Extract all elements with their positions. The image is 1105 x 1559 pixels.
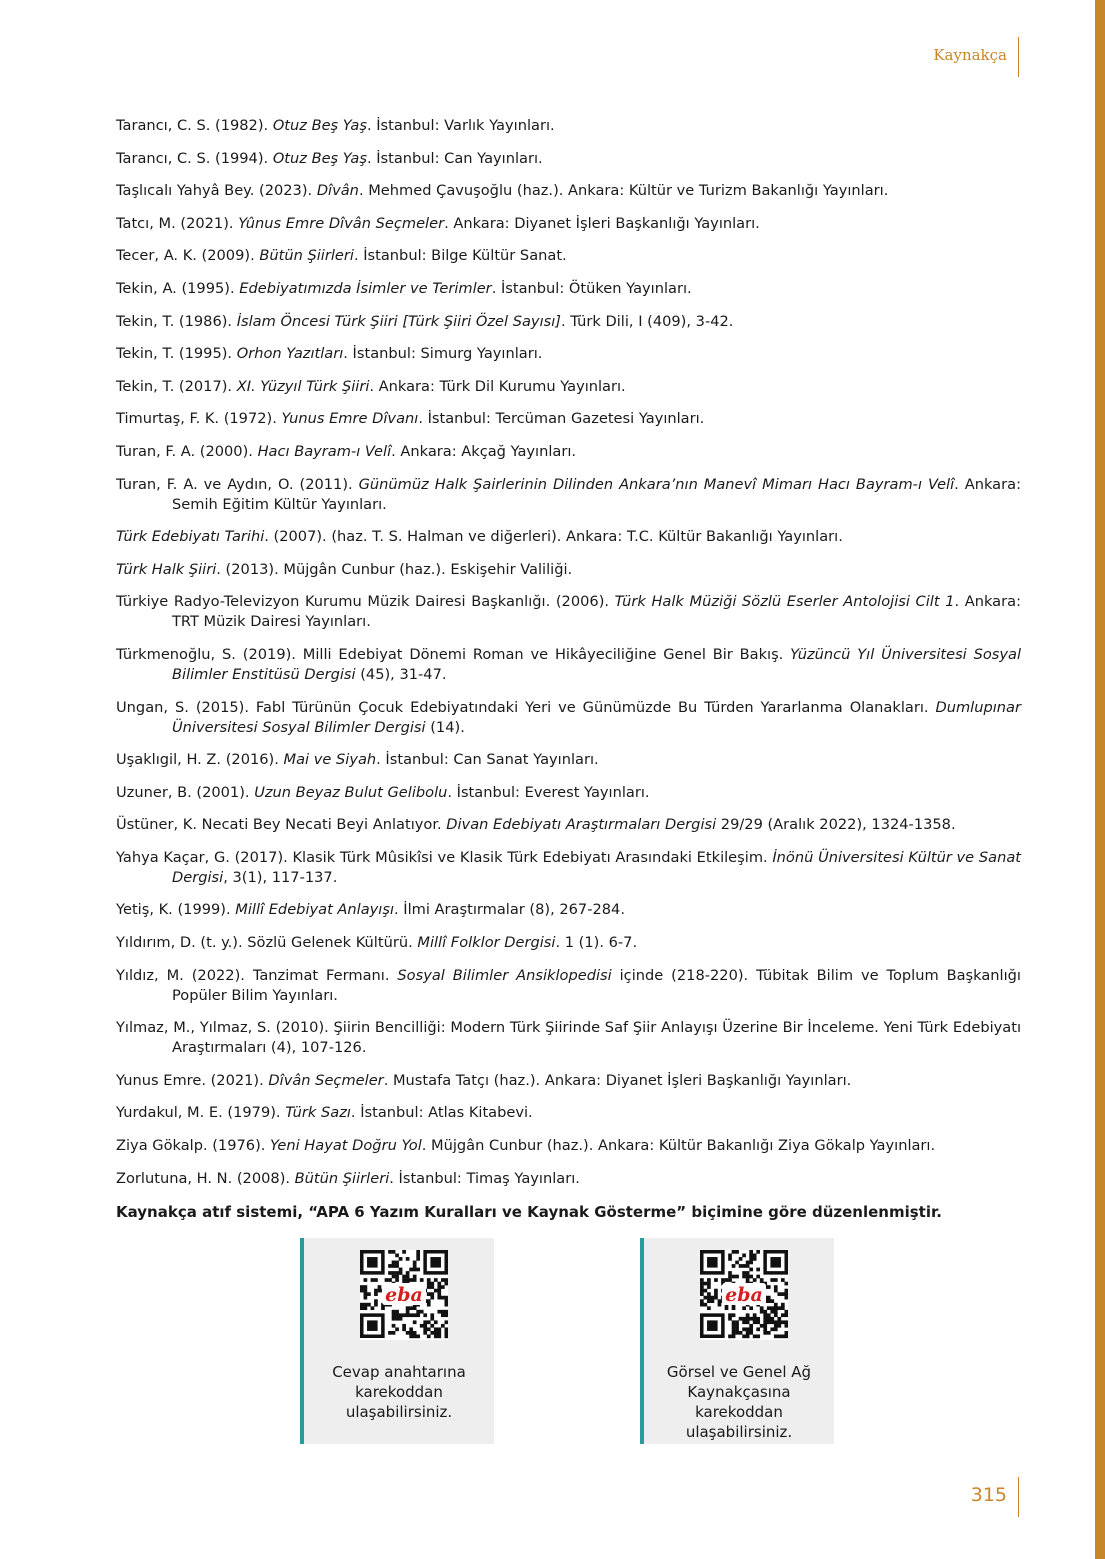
reference-text: (14). [425,718,465,736]
reference-text: . İstanbul: Varlık Yayınları. [366,117,555,134]
reference-entry [116,409,1021,429]
reference-title: İnönü Üniversitesi Kültür ve Sanat Dergisi [172,848,1021,886]
reference-text: . İlmi Araştırmalar (8), 267-284. [394,901,625,919]
reference-text: . Mustafa Tatçı (haz.). Ankara: Diyanet İşleri Başkanlığı Yayınları. [383,1071,852,1089]
reference-title: Orhon Yazıtları [236,345,344,363]
reference-entry [116,1018,1021,1058]
reference-text: Turan, F. A. ve Aydın, O. (2011). [116,475,359,493]
reference-text: . İstanbul: Atlas Kitabevi. [350,1104,533,1122]
page-number: 315 [970,1484,1007,1506]
qr-box-sources [640,1238,834,1444]
reference-text: Tekin, T. (1995). [116,345,237,363]
reference-text: . Ankara: Diyanet İşleri Başkanlığı Yayınları. [444,214,760,232]
reference-title: Bütün Şiirleri [294,1169,390,1187]
reference-text: . İstanbul: Timaş Yayınları. [389,1169,580,1187]
reference-title: Yûnus Emre Dîvân Seçmeler [238,214,445,232]
reference-text: Tatcı, M. (2021). [116,214,239,232]
reference-text: Ziya Gökalp. (1976). [116,1137,271,1155]
reference-text: Yahya Kaçar, G. (2017). Klasik Türk Mûsikîsi ve Klasik Türk Edebiyatı Arasındaki Etkileşim. [116,848,773,866]
reference-text: . Ankara: Semih Eğitim Kültür Yayınları. [172,475,1021,513]
reference-entry [116,279,1021,299]
reference-title: Millî Folklor Dergisi [417,934,556,952]
citation-note: Kaynakça atıf sistemi, “APA 6 Yazım Kuralları ve Kaynak Gösterme” biçimine göre düzenlenmiştir. [116,1203,942,1221]
reference-entry [116,815,1021,835]
reference-text: Üstüner, K. Necati Bey Necati Beyi Anlatıyor. [116,816,447,834]
reference-text: . Mehmed Çavuşoğlu (haz.). Ankara: Kültür ve Turizm Bakanlığı Yayınları. [358,182,889,200]
reference-entry [116,900,1021,920]
reference-entry [116,312,1021,332]
reference-text: (45), 31-47. [355,665,447,683]
reference-text: . 1 (1). 6-7. [555,934,638,952]
reference-text: Türkiye Radyo-Televizyon Kurumu Müzik Dairesi Başkanlığı. (2006). [116,593,615,611]
reference-text: , 3(1), 117-137. [223,868,338,886]
reference-entry [116,1103,1021,1123]
reference-entry [116,933,1021,953]
reference-text: Tecer, A. K. (2009). [116,247,260,265]
reference-title: Yeni Hayat Doğru Yol [270,1137,422,1155]
reference-title: Divan Edebiyatı Araştırmaları Dergisi [446,816,717,834]
reference-entry [116,592,1021,632]
reference-text: Taşlıcalı Yahyâ Bey. (2023). [116,182,317,200]
reference-title: Otuz Beş Yaş [272,117,367,134]
reference-entry [116,116,1021,136]
reference-text: Yılmaz, M., Yılmaz, S. (2010). Şiirin Bencilliği: Modern Türk Şiirinde Saf Şiir Anlayışı Üzerine Bir İnceleme. Yeni Türk Edebiyatı Araştırmaları (4), 107-126. [116,1019,1021,1057]
header-divider [1018,37,1019,77]
reference-text: içinde (218-220). Tübitak Bilim ve Toplum Başkanlığı Popüler Bilim Yayınları. [172,966,1021,1004]
reference-entry [116,560,1021,580]
reference-title: Günümüz Halk Şairlerinin Dilinden Ankara’nın Manevî Mimarı Hacı Bayram-ı Velî [358,475,955,493]
reference-entry [116,966,1021,1006]
reference-text: . İstanbul: Ötüken Yayınları. [491,279,692,297]
reference-entry [116,698,1021,738]
reference-text: . Ankara: Türk Dil Kurumu Yayınları. [369,377,626,395]
reference-entry [116,149,1021,169]
reference-title: Yunus Emre Dîvanı [281,410,419,428]
reference-text: . Ankara: Akçağ Yayınları. [391,442,577,460]
reference-text: Tarancı, C. S. (1994). [116,149,273,167]
reference-entry [116,475,1021,515]
reference-title: Dîvân Seçmeler [268,1071,384,1089]
reference-title: Bütün Şiirleri [259,247,354,265]
reference-title: XI. Yüzyıl Türk Şiiri [236,377,370,395]
reference-list [116,116,1021,1201]
eba-logo: eba [725,1284,763,1306]
reference-text: . İstanbul: Simurg Yayınları. [343,345,543,363]
reference-title: Mai ve Siyah [283,751,377,769]
reference-text: Zorlutuna, H. N. (2008). [116,1169,295,1187]
footer-divider [1018,1477,1019,1517]
reference-entry [116,1169,1021,1189]
reference-text: Tarancı, C. S. (1982). [116,117,273,134]
reference-text: Yıldız, M. (2022). Tanzimat Fermanı. [116,966,398,984]
reference-title: Otuz Beş Yaş [272,149,367,167]
reference-entry [116,344,1021,364]
page-edge-bar [1095,0,1105,1559]
reference-text: . İstanbul: Bilge Kültür Sanat. [353,247,567,265]
reference-text: Türkmenoğlu, S. (2019). Milli Edebiyat Dönemi Roman ve Hikâyeciliğine Genel Bir Bakış. [116,645,791,663]
reference-text: Uşaklıgil, H. Z. (2016). [116,751,284,769]
reference-title: Türk Halk Şiiri [116,560,217,578]
reference-text: Tekin, A. (1995). [116,279,240,297]
reference-entry [116,645,1021,685]
running-header: Kaynakça [933,46,1007,64]
reference-title: Millî Edebiyat Anlayışı [235,901,395,919]
reference-entry [116,214,1021,234]
reference-text: Yıldırım, D. (t. y.). Sözlü Gelenek Kültürü. [116,934,418,952]
reference-entry [116,246,1021,266]
reference-text: Yetiş, K. (1999). [116,901,236,919]
reference-text: Timurtaş, F. K. (1972). [116,410,282,428]
reference-title: İslam Öncesi Türk Şiiri [Türk Şiiri Özel Sayısı] [236,312,561,330]
reference-text: Tekin, T. (2017). [116,377,237,395]
reference-text: Uzuner, B. (2001). [116,783,255,801]
reference-entry [116,1071,1021,1091]
reference-entry [116,783,1021,803]
reference-text: . Ankara: TRT Müzik Dairesi Yayınları. [172,593,1021,631]
reference-entry [116,848,1021,888]
reference-entry [116,377,1021,397]
reference-title: Türk Sazı [285,1104,351,1122]
reference-title: Hacı Bayram-ı Velî [257,442,392,460]
reference-entry [116,181,1021,201]
reference-text: Yunus Emre. (2021). [116,1071,269,1089]
reference-text: 29/29 (Aralık 2022), 1324-1358. [716,816,956,834]
reference-title: Uzun Beyaz Bulut Gelibolu [254,783,448,801]
qr-caption: Görsel ve Genel Ağ Kaynakçasına karekoddan ulaşabilirsiniz. [666,1363,812,1441]
reference-title: Sosyal Bilimler Ansiklopedisi [397,966,612,984]
reference-text: Turan, F. A. (2000). [116,442,258,460]
reference-text: . Türk Dili, I (409), 3-42. [560,312,734,330]
qr-code-icon[interactable] [360,1250,448,1340]
reference-text: Tekin, T. (1986). [116,312,237,330]
reference-text: . Müjgân Cunbur (haz.). Ankara: Kültür Bakanlığı Ziya Gökalp Yayınları. [421,1137,936,1155]
reference-text: . İstanbul: Tercüman Gazetesi Yayınları. [418,410,705,428]
reference-text: . (2013). Müjgân Cunbur (haz.). Eskişehir Valiliği. [216,560,573,578]
reference-text: Yurdakul, M. E. (1979). [116,1104,286,1122]
qr-caption: Cevap anahtarına karekoddan ulaşabilirsiniz. [332,1363,466,1421]
reference-entry [116,750,1021,770]
reference-title: Dîvân [316,182,359,200]
reference-text: . İstanbul: Can Sanat Yayınları. [376,751,599,769]
reference-text: . (2007). (haz. T. S. Halman ve diğerleri). Ankara: T.C. Kültür Bakanlığı Yayınları. [264,528,843,546]
reference-title: Türk Edebiyatı Tarihi [116,528,265,546]
reference-text: Ungan, S. (2015). Fabl Türünün Çocuk Edebiyatındaki Yeri ve Günümüzde Bu Türden Yararlanma Olanakları. [116,698,936,716]
qr-code-icon[interactable] [700,1250,788,1340]
reference-entry [116,442,1021,462]
reference-title: Yüzüncü Yıl Üniversitesi Sosyal Bilimler Enstitüsü Dergisi [172,645,1021,683]
reference-title: Dumlupınar Üniversitesi Sosyal Bilimler Dergisi [172,698,1021,736]
reference-entry [116,1136,1021,1156]
reference-title: Türk Halk Müziği Sözlü Eserler Antolojisi Cilt 1 [614,593,955,611]
reference-text: . İstanbul: Everest Yayınları. [447,783,650,801]
eba-logo: eba [385,1284,423,1306]
reference-title: Edebiyatımızda İsimler ve Terimler [239,279,492,297]
reference-text: . İstanbul: Can Yayınları. [366,149,543,167]
reference-entry [116,527,1021,547]
qr-box-answer-key [300,1238,494,1444]
